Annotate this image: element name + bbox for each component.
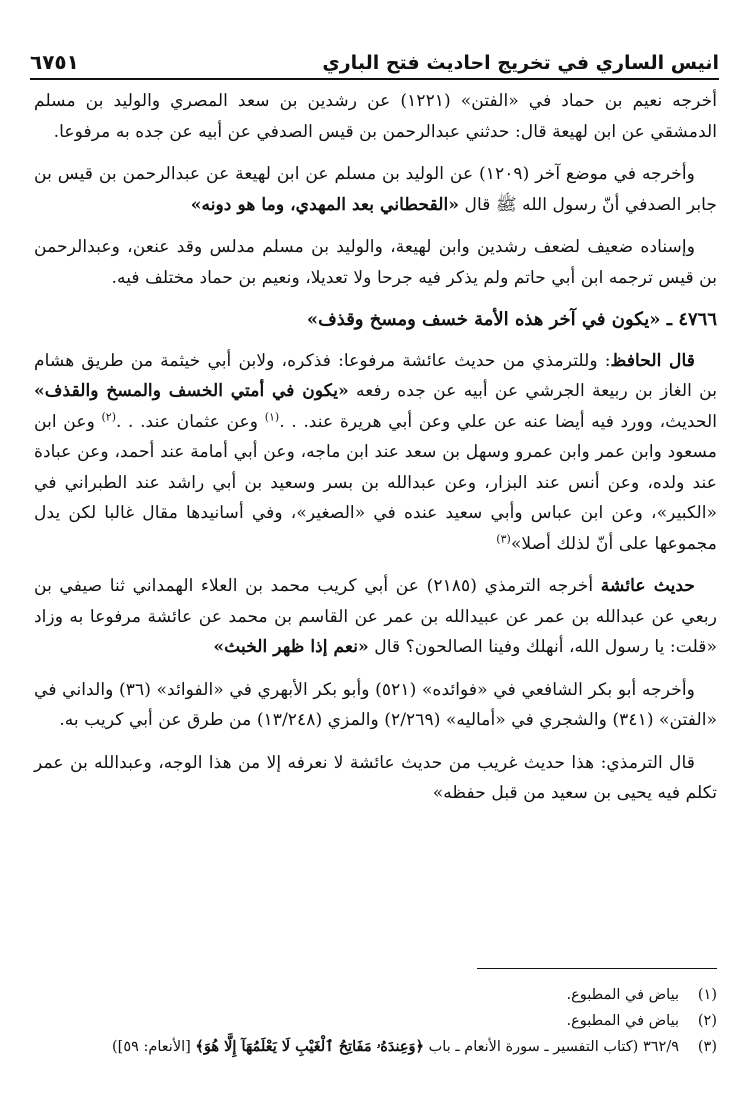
section-heading: ٤٧٦٦ ـ «يكون في آخر هذه الأمة خسف ومسخ وقذف» bbox=[306, 309, 717, 330]
label-aisha-hadith: حديث عائشة bbox=[600, 576, 695, 596]
paragraph-text: قال الترمذي: هذا حديث غريب من حديث عائشة لا نعرفه إلا من هذا الوجه، وعبدالله بن عمر تكلم فيه يحيى بن سعيد من قبل حفظه» bbox=[34, 752, 717, 803]
paragraph bbox=[34, 86, 717, 147]
footnotes bbox=[34, 982, 717, 1060]
footnote-ref[interactable]: (١) bbox=[264, 409, 280, 423]
hadith-quote: «نعم إذا ظهر الخبث» bbox=[213, 637, 369, 657]
paragraph-text: : وللترمذي من حديث عائشة مرفوعا: فذكره، ولابن أبي خيثمة من طريق هشام بن الغاز بن ربيعة الجرشي عن أبيه عن جده رفعه bbox=[34, 350, 718, 401]
footnote bbox=[34, 1008, 717, 1034]
paragraph-text: وعن عثمان عند. . . bbox=[115, 411, 265, 432]
quran-verse: ﴿وَعِندَهُۥ مَفَاتِحُ ٱلْغَيْبِ لَا يَعْلَمُهَآ إِلَّا هُوَ﴾ bbox=[195, 1038, 425, 1055]
paragraph-text: وأخرجه أبو بكر الشافعي في «فوائده» (٥٢١) وأبو بكر الأبهري في «الفوائد» (٣٦) والداني في «الفتن» (٣٤١) والشجري في «أماليه» (٢/٢٦٩) والمزي (١٣/٢٤٨) من طرق عن أبي كريب به. bbox=[34, 679, 717, 730]
paragraph bbox=[34, 346, 717, 560]
label-hafiz: قال الحافظ bbox=[610, 350, 695, 371]
footnote-number: (٢) bbox=[697, 1013, 717, 1029]
footnote-ref[interactable]: (٣) bbox=[496, 531, 511, 545]
footnote-text: ٣٦٢/٩ (كتاب التفسير ـ سورة الأنعام ـ باب bbox=[424, 1039, 679, 1055]
paragraph-text: الحديث، وورد فيه أيضا عنه عن علي وعن أبي هريرة عند. . . bbox=[279, 411, 717, 432]
footnote-number: (٣) bbox=[697, 1039, 717, 1055]
paragraph bbox=[34, 675, 717, 736]
book-title: انيس الساري في تخريج احاديث فتح الباري bbox=[322, 52, 719, 74]
paragraph bbox=[34, 159, 717, 220]
paragraph-text: وعن ابن مسعود وابن عمر وابن عمرو وسهل بن سعد عند ابن ماجه، وعن أبي أمامة عند أحمد، وعن عبادة عند ولده، وعن أنس عند البزار، وعن عبدالله بن بسر وسعيد بن أبي راشد عند الطبراني في «الكبير»، وعن ابن عباس وأبي سعيد عنده في «الصغير»، وفي أسانيدها مقال غالبا لكن يدل مجموعها على أنّ لذلك أصلا» bbox=[34, 411, 717, 554]
paragraph bbox=[34, 571, 717, 663]
page-number: ٦٧٥١ bbox=[30, 50, 79, 74]
paragraph bbox=[34, 748, 717, 809]
paragraph-text: أخرجه نعيم بن حماد في «الفتن» (١٢٢١) عن رشدين بن سعد المصري والوليد بن مسلم الدمشقي عن ابن لهيعة قال: حدثني عبدالرحمن بن قيس الصدفي عن أبيه عن جده به مرفوعا. bbox=[34, 91, 717, 142]
running-header bbox=[30, 44, 719, 80]
footnote-text: بياض في المطبوع. bbox=[566, 1013, 679, 1029]
footnote-ref[interactable]: (٢) bbox=[101, 409, 116, 423]
footnote bbox=[34, 1034, 717, 1060]
footnote-text: بياض في المطبوع. bbox=[566, 987, 679, 1003]
paragraph-text: أخرجه الترمذي (٢١٨٥) عن أبي كريب محمد بن العلاء الهمداني ثنا صيفي بن ربعي عن عبدالله بن عمر عن عبيدالله بن عمر عن القاسم بن محمد عن عائشة مرفوعا به وزاد «قلت: يا رسول الله، أنهلك وفينا الصالحون؟ قال bbox=[34, 576, 717, 657]
hadith-quote: «القحطاني بعد المهدي، وما هو دونه» bbox=[190, 194, 460, 215]
hadith-quote: «يكون في أمتي الخسف والمسخ والقذف» bbox=[34, 381, 349, 401]
footnote-divider bbox=[477, 968, 717, 969]
paragraph-text: وإسناده ضعيف لضعف رشدين وابن لهيعة، والوليد بن مسلم مدلس وقد عنعن، وعبدالرحمن بن قيس ترجمه ابن أبي حاتم ولم يذكر فيه جرحا ولا تعديلا، ونعيم بن حماد مختلف فيه. bbox=[34, 237, 717, 288]
paragraph bbox=[34, 232, 717, 293]
footnote-number: (١) bbox=[697, 987, 717, 1003]
footnote-text: [الأنعام: ٥٩]) bbox=[112, 1039, 196, 1055]
footnote bbox=[34, 982, 717, 1008]
main-text bbox=[34, 86, 717, 821]
paragraph-text: وأخرجه في موضع آخر (١٢٠٩) عن الوليد بن مسلم عن ابن لهيعة عن عبدالرحمن بن قيس بن جابر الصدفي أنّ رسول الله ﷺ قال bbox=[34, 164, 717, 215]
